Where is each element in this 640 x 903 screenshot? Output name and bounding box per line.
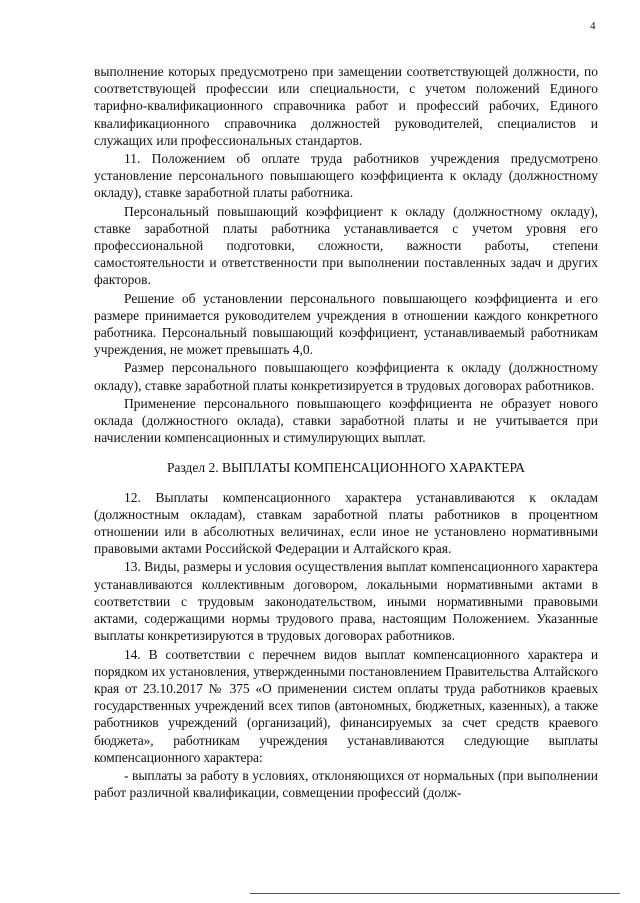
- paragraph-clause-14: 14. В соответствии с перечнем видов выплат компенсационного характера и порядком их установления, утвержденными постановлением Правительства Алтайского края от 23.10.2017 № 375 «О применении систем оплаты труда работников краевых государственных учреждений всех типов (автономных, бюджетных, казенных), а также работников учреждений (организаций), финансируемых за счет средств краевого бюджета», работникам учреждения устанавливаются следующие выплаты компенсационного характера:: [94, 646, 598, 765]
- section-heading: Раздел 2. ВЫПЛАТЫ КОМПЕНСАЦИОННОГО ХАРАКТЕРА: [166, 460, 526, 476]
- paragraph-continuation: выполнение которых предусмотрено при замещении соответствующей должности, по соответствующей профессии или специальности, с учетом положений Единого тарифно-квалификационного справочника работ и профессий рабочих, Единого квалификационного справочника должностей руководителей, специалистов и служащих или профессиональных стандартов.: [94, 64, 598, 148]
- paragraph-coefficient-size: Размер персонального повышающего коэффициента к окладу (должностному окладу), ставке заработной платы конкретизируется в трудовых договорах работников.: [94, 360, 598, 393]
- paragraph-coefficient-decision: Решение об установлении персонального повышающего коэффициента и его размере принимается руководителем учреждения в отношении каждого конкретного работника. Персональный повышающий коэффициент, устанавливаемый работникам учреждения, не может превышать 4,0.: [94, 290, 598, 358]
- paragraph-clause-13: 13. Виды, размеры и условия осуществления выплат компенсационного характера устанавливаются коллективным договором, локальными нормативными актами в соответствии с трудовым законодательством, иными нормативными правовыми актами, содержащими нормы трудового права, настоящим Положением. Указанные выплаты конкретизируются в трудовых договорах работников.: [94, 559, 598, 644]
- paragraph-clause-11: 11. Положением об оплате труда работников учреждения предусмотрено установление персонального повышающего коэффициента к окладу (должностному окладу), ставке заработной платы работника.: [94, 151, 598, 201]
- scan-edge-line: [250, 893, 620, 894]
- list-item-payment: - выплаты за работу в условиях, отклоняющихся от нормальных (при выполнении работ различной квалификации, совмещении профессий (долж-: [94, 767, 598, 801]
- paragraph-coefficient-factors: Персональный повышающий коэффициент к окладу (должностному окладу), ставке заработной платы работника устанавливается с учетом уровня его профессиональной подготовки, сложности, важности работы, степени самостоятельности и ответственности при выполнении поставленных задач и других факторов.: [94, 203, 598, 288]
- document-body: [94, 63, 598, 802]
- paragraph-coefficient-application: Применение персонального повышающего коэффициента не образует нового оклада (должностного оклада), ставки заработной платы и не учитывается при начислении компенсационных и стимулирующих выплат.: [94, 395, 598, 446]
- page-number: 4: [590, 20, 596, 32]
- paragraph-clause-12: 12. Выплаты компенсационного характера устанавливаются к окладам (должностным окладам), ставкам заработной платы работников в процентном отношении или в абсолютных величинах, если иное не установлено нормативными правовыми актами Российской Федерации и Алтайского края.: [94, 489, 598, 557]
